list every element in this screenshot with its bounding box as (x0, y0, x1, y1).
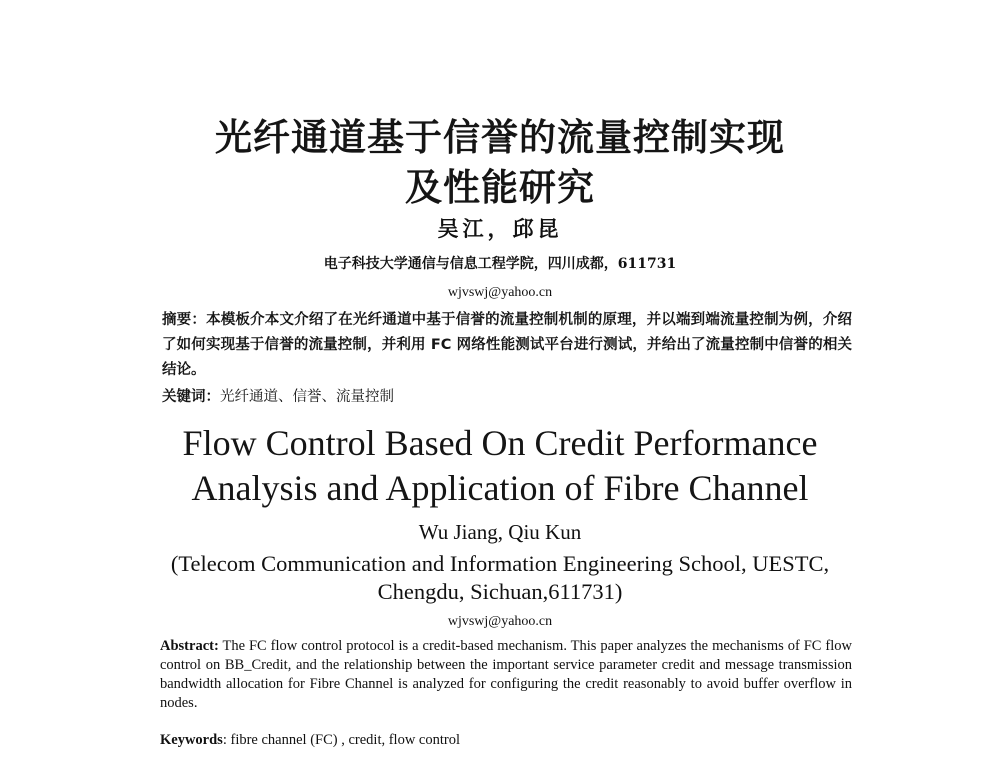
chinese-abstract-label: 摘要： (162, 312, 207, 328)
english-authors: Wu Jiang, Qiu Kun (418, 520, 582, 544)
chinese-keywords (162, 386, 852, 408)
english-abstract (160, 637, 852, 713)
english-title-line-2: Analysis and Application of Fibre Channel (191, 468, 809, 508)
chinese-title-line-2: 及性能研究 (405, 166, 595, 209)
english-affiliation (0, 550, 1000, 606)
chinese-keywords-label: 关键词： (162, 389, 220, 405)
chinese-abstract-text: 本模板介本文介绍了在光纤通道中基于信誉的流量控制机制的原理，并以端到端流量控制为例，介绍了如何实现基于信誉的流量控制，并利用 FC 网络性能测试平台进行测试，并给出了流量控制中信誉的相关结论。 (162, 312, 853, 378)
english-abstract-text: The FC flow control protocol is a credit-based mechanism. This paper analyzes the mechanisms of FC flow control on BB_Credit, and the relationship between the important service parameter credit and message transmission bandwidth allocation for Fibre Channel is analyzed for configuring the credit reasonably to avoid buffer overflow in nodes. (160, 638, 852, 711)
english-abstract-label: Abstract: (160, 638, 219, 654)
english-affiliation-line-2: Chengdu, Sichuan,611731) (377, 579, 623, 604)
english-title-line-1: Flow Control Based On Credit Performance (182, 423, 818, 463)
chinese-abstract (162, 308, 852, 383)
chinese-affiliation: 电子科技大学通信与信息工程学院，四川成都，611731 (323, 256, 677, 272)
english-keywords (160, 730, 852, 750)
chinese-keywords-text: 光纤通道、信誉、流量控制 (220, 389, 394, 405)
english-affiliation-line-1: (Telecom Communication and Information Engineering School, UESTC, (170, 551, 830, 576)
chinese-email: wjvswj@yahoo.cn (447, 285, 553, 300)
english-email: wjvswj@yahoo.cn (447, 614, 553, 629)
english-keywords-text: : fibre channel (FC) , credit, flow control (222, 732, 461, 748)
english-keywords-label: Keywords (160, 732, 223, 748)
chinese-title-line-1: 光纤通道基于信誉的流量控制实现 (215, 116, 785, 159)
chinese-authors: 吴江，邱昆 (437, 216, 563, 241)
